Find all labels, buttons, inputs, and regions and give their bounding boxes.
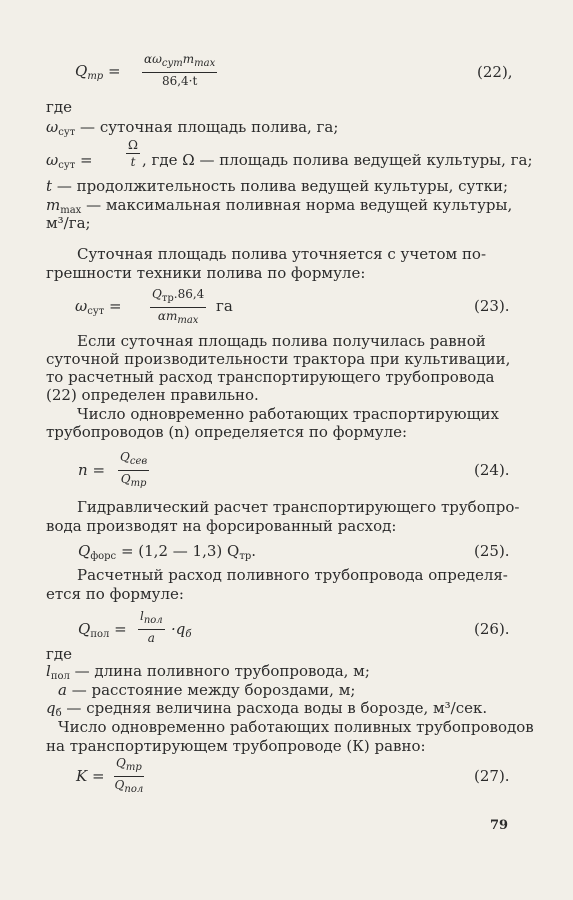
formula-26-fraction: $l_{пол}$ a [140,609,163,645]
definition-m: $m_{max}$ — максимальная поливная норма ведущей культуры, [46,196,513,216]
omega-equation-lhs: $\omega_{сут}$ = [46,151,93,171]
definition-omega: $\omega_{сут}$ — суточная площадь полива, га; [46,118,339,138]
paragraph-1-line-1: Суточная площадь полива уточняется с учетом по- [77,245,487,263]
paragraph-2-line-2: суточной производительности трактора при культивации, [46,350,511,368]
equation-number-26: (26). [474,620,510,638]
formula-25: $Q_{форс} = (1,2$ — 1,3) $Q_{тр}$. [78,542,257,562]
definition-l: $l_{пол}$ — длина поливного трубопровода, м; [46,662,370,682]
formula-27-fraction: $Q_{тр}$ $Q_{пол}$ [114,756,144,795]
definition-a: a — расстояние между бороздами, м; [58,681,356,699]
paragraph-2-line-3: то расчетный расход транспортирующего трубопровода [46,368,495,386]
paragraph-4-line-1: Гидравлический расчет транспортирующего трубопро- [77,498,520,516]
formula-26-tail: $\cdot q_б$ [171,620,192,640]
equation-number-22: (22), [477,63,513,81]
paragraph-5-line-1: Расчетный расход поливного трубопровода определя- [77,566,508,584]
formula-24-lhs: n = [78,461,106,479]
equation-number-23: (23). [474,297,510,315]
formula-27-lhs: K = [76,767,105,785]
paragraph-3-line-2: трубопроводов (n) определяется по формуле: [46,423,408,441]
paragraph-2-line-4: (22) определен правильно. [46,386,259,404]
paragraph-6-line-2: на транспортирующем трубопроводе (К) равно: [46,737,426,755]
paragraph-4-line-2: вода производят на форсированный расход: [46,517,397,535]
paragraph-3-line-1: Число одновременно работающих траспортирующих [77,405,500,423]
formula-23-fraction: $Q_{тр}.86,4$ $\alpha m_{max}$ [152,287,205,326]
paragraph-5-line-2: ется по формуле: [46,585,184,603]
formula-23-lhs: $\omega_{сут}$ = [75,297,122,317]
where-label: где [46,98,72,116]
definition-m-unit: м³/га; [46,214,91,232]
page-number: 79 [490,818,509,833]
formula-22-fraction: $\alpha\omega_{сут}m_{max}$ 86,4·t [144,52,216,88]
formula-22-lhs: $Q_{тр}$ = [75,62,121,82]
paragraph-2-line-1: Если суточная площадь полива получилась равной [77,332,486,350]
omega-fraction: $\frac{\Omega}{t}$ [128,138,138,169]
where-label-2: где [46,645,72,663]
definition-q: $q_б$ — средняя величина расхода воды в борозде, м³/сек. [46,699,488,719]
formula-24-fraction: $Q_{сев}$ $Q_{тр}$ [120,450,148,489]
equation-number-24: (24). [474,461,510,479]
equation-number-27: (27). [474,767,510,785]
equation-number-25: (25). [474,542,510,560]
formula-26-lhs: $Q_{пол}$ = [78,620,127,640]
formula-23-unit: га [216,297,233,315]
omega-equation-text: , где Ω — площадь полива ведущей культуры, га; [142,151,533,169]
paragraph-6-line-1: Число одновременно работающих поливных трубопроводов [58,718,534,736]
definition-t: t — продолжительность полива ведущей культуры, сутки; [46,177,509,195]
paragraph-1-line-2: грешности техники полива по формуле: [46,264,366,282]
